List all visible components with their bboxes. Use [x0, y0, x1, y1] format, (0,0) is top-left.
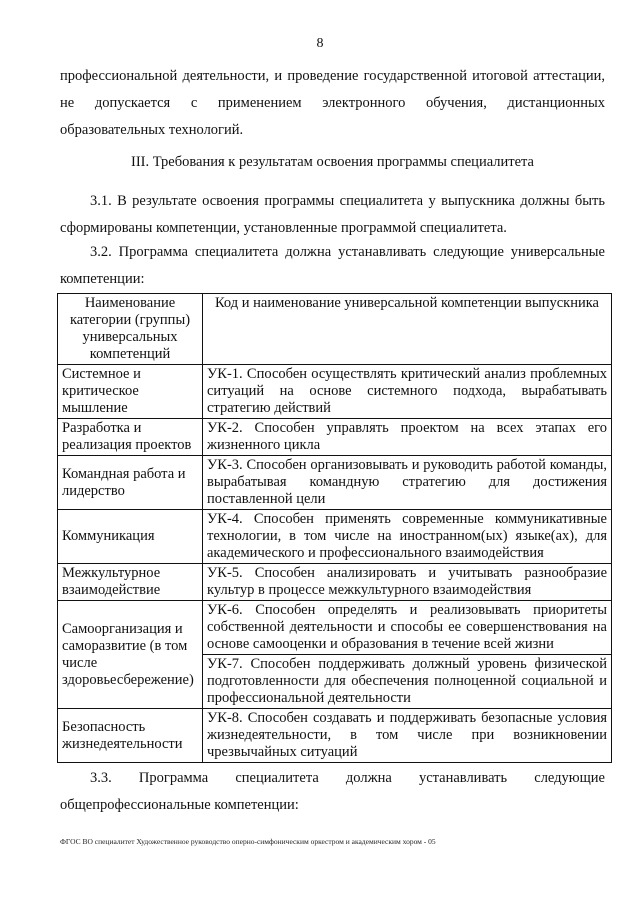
competence-cell: УК-2. Способен управлять проектом на всех этапах его жизненного цикла [203, 419, 612, 456]
table-row [58, 709, 612, 763]
header-category: Наименование категории (группы) универсальных компетенций [58, 294, 203, 365]
category-cell: Безопасность жизнедеятельности [58, 709, 203, 763]
competencies-table [57, 293, 612, 763]
category-cell: Самоорганизация и саморазвитие (в том числе здоровьесбережение) [58, 601, 203, 709]
table-row [58, 365, 612, 419]
category-cell: Командная работа и лидерство [58, 456, 203, 510]
competence-cell: УК-7. Способен поддерживать должный уровень физической подготовленности для обеспечения полноценной социальной и профессиональной деятельности [203, 655, 612, 709]
category-cell: Разработка и реализация проектов [58, 419, 203, 456]
intro-paragraph: профессиональной деятельности, и проведение государственной итоговой аттестации, не допускается с применением электронного обучения, дистанционных образовательных технологий. [60, 68, 605, 138]
paragraph-3-1: 3.1. В результате освоения программы специалитета у выпускника должны быть сформированы компетенции, установленные программой специалитета. [60, 193, 605, 236]
competence-cell: УК-5. Способен анализировать и учитывать разнообразие культур в процессе межкультурного взаимодействия [203, 564, 612, 601]
table-row [58, 510, 612, 564]
page-number: 8 [316, 36, 324, 51]
table-header-row [58, 294, 612, 365]
category-cell: Межкультурное взаимодействие [58, 564, 203, 601]
competence-cell: УК-4. Способен применять современные коммуникативные технологии, в том числе на иностранном(ых) языке(ах), для академического и профессионального взаимодействия [203, 510, 612, 564]
page-footer: ФГОС ВО специалитет Художественное руководство оперно-симфоническим оркестром и академическим хором - 05 [60, 837, 436, 846]
category-cell: Коммуникация [58, 510, 203, 564]
competence-cell: УК-1. Способен осуществлять критический анализ проблемных ситуаций на основе системного подхода, вырабатывать стратегию действий [203, 365, 612, 419]
section-heading: III. Требования к результатам освоения программы специалитета [131, 154, 534, 170]
paragraph-3-2: 3.2. Программа специалитета должна устанавливать следующие универсальные компетенции: [60, 244, 605, 287]
category-cell: Системное и критическое мышление [58, 365, 203, 419]
table-row [58, 456, 612, 510]
competence-cell: УК-8. Способен создавать и поддерживать безопасные условия жизнедеятельности, в том числе при возникновении чрезвычайных ситуаций [203, 709, 612, 763]
paragraph-3-3: 3.3. Программа специалитета должна устанавливать следующие общепрофессиональные компетенции: [60, 770, 605, 813]
table-row [58, 601, 612, 655]
competence-cell: УК-3. Способен организовывать и руководить работой команды, вырабатывая командную стратегию для достижения поставленной цели [203, 456, 612, 510]
header-code: Код и наименование универсальной компетенции выпускника [203, 294, 612, 365]
competence-cell: УК-6. Способен определять и реализовывать приоритеты собственной деятельности и способы ее совершенствования на основе самооценки и образования в течение всей жизни [203, 601, 612, 655]
table-row [58, 564, 612, 601]
table-row [58, 419, 612, 456]
